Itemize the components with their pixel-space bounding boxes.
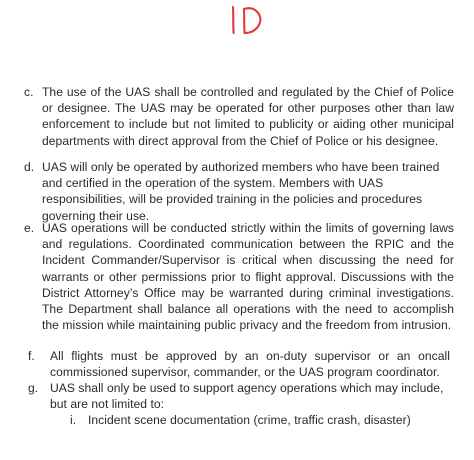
handwritten-page-mark — [224, 2, 270, 38]
list-item-g — [28, 380, 450, 412]
list-item-e — [24, 220, 454, 333]
sub-list-item-i — [70, 412, 450, 428]
sub-list-marker: i. — [70, 413, 77, 427]
list-marker: c. — [24, 85, 34, 99]
sub-list-item-text: Incident scene documentation (crime, traffic crash, disaster) — [88, 413, 411, 427]
list-item-c — [24, 84, 454, 149]
list-item-text: UAS shall only be used to support agency operations which may include, but are not limited to: — [50, 381, 444, 412]
list-marker: f. — [28, 349, 35, 363]
list-item-f — [28, 348, 450, 380]
list-marker: e. — [24, 221, 35, 235]
list-item-text: UAS operations will be conducted strictly within the limits of governing laws and regulations. Coordinated communication between the RPIC and the Incident Commander/Supervisor is critical when discussing the need for warrants or other permissions prior to flight approval. Discussions with the District Attorney’s Office may be warranted during criminal investigations. The Department shall balance all operations with the need to accomplish the mission while maintaining public privacy and the freedom from intrusion. — [42, 221, 454, 333]
list-item-text: The use of the UAS shall be controlled and regulated by the Chief of Police or designee. The UAS may be operated for other purposes other than law enforcement to include but not limited to publicity or aiding other municipal departments with direct approval from the Chief of Police or his designee. — [42, 85, 454, 148]
list-item-d — [24, 159, 454, 224]
list-item-text: UAS will only be operated by authorized members who have been trained and certified in the operation of the system. Members with UAS responsibilities, will be provided training in the policies and procedures governing their use. — [42, 160, 440, 223]
list-marker: d. — [24, 160, 35, 174]
list-marker: g. — [28, 381, 39, 395]
list-item-text: All flights must be approved by an on-duty supervisor or an oncall commissioned supervisor, commander, or the UAS program coordinator. — [50, 349, 450, 380]
